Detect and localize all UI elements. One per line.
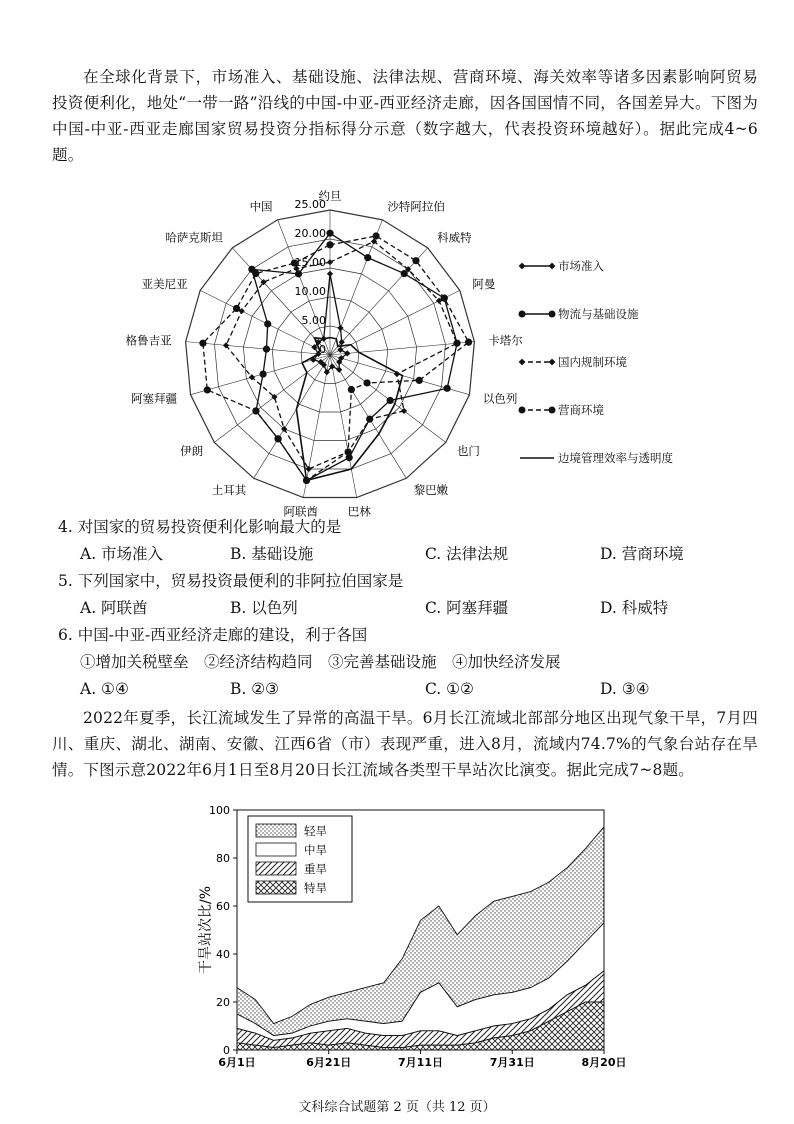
radar-country-label: 土耳其	[211, 483, 247, 498]
radar-country-label: 科威特	[437, 230, 472, 245]
radar-series-marker	[274, 435, 281, 442]
drought-legend	[248, 816, 352, 902]
question-6-option-d[interactable]: D. ③④	[600, 680, 650, 698]
drought-ytick-label: 40	[216, 948, 230, 961]
radar-series-marker	[327, 271, 333, 277]
radar-country-label: 沙特阿拉伯	[387, 199, 445, 214]
radar-series-marker	[345, 448, 352, 455]
radar-country-label: 也门	[456, 443, 480, 458]
radar-legend-label: 边境管理效率与透明度	[558, 451, 673, 465]
radar-legend-swatch	[518, 351, 556, 373]
drought-ylabel: 干旱站次比/%	[198, 885, 214, 975]
radar-tick-label: 20.00	[294, 227, 326, 240]
radar-series-marker	[387, 397, 394, 404]
radar-series-marker	[336, 367, 342, 373]
radar-series-marker	[337, 325, 343, 331]
radar-tick-label: 5.00	[301, 314, 326, 327]
radar-series-marker	[412, 257, 419, 264]
radar-legend-label: 市场准入	[558, 259, 604, 273]
radar-legend-item	[518, 447, 758, 469]
radar-series-line	[226, 241, 457, 469]
radar-legend-label: 国内规制环境	[558, 355, 627, 369]
radar-series-marker	[263, 346, 270, 353]
drought-legend-swatch	[256, 881, 296, 894]
radar-series-marker	[259, 370, 266, 377]
radar-legend-item	[518, 399, 758, 421]
question-4-option-a[interactable]: A. 市场准入	[80, 545, 164, 563]
drought-xtick-label: 7月11日	[398, 1056, 443, 1069]
question-6-option-c[interactable]: C. ①②	[425, 680, 474, 698]
radar-series-marker	[337, 347, 343, 353]
radar-country-label: 亚美尼亚	[141, 277, 188, 292]
radar-country-label: 哈萨克斯坦	[165, 230, 223, 245]
drought-ytick-label: 20	[216, 996, 230, 1009]
radar-series-marker	[416, 377, 423, 384]
radar-series-marker	[204, 386, 211, 393]
radar-series-marker	[441, 295, 448, 302]
question-4-option-d[interactable]: D. 营商环境	[600, 545, 684, 563]
radar-series-marker	[444, 385, 451, 392]
question-4-stem: 4. 对国家的贸易投资便利化影响最大的是	[58, 518, 342, 536]
drought-legend-swatch	[256, 843, 296, 856]
drought-ytick-label: 100	[209, 804, 230, 817]
radar-spoke	[330, 342, 474, 355]
radar-tick-label: 25.00	[294, 198, 326, 211]
radar-series-marker	[465, 339, 472, 346]
radar-series-marker	[363, 379, 370, 386]
radar-series-line	[203, 236, 469, 480]
radar-legend-item	[518, 255, 758, 277]
radar-country-label: 中国	[249, 199, 273, 214]
radar-spoke	[186, 342, 330, 355]
radar-series-marker	[306, 466, 312, 472]
radar-country-label: 格鲁吉亚	[125, 333, 172, 348]
radar-series-marker	[326, 230, 333, 237]
radar-spoke	[214, 355, 330, 442]
drought-xtick-label: 7月31日	[489, 1056, 535, 1069]
question-6-items: ①增加关税壁垒 ②经济结构趋同 ③完善基础设施 ④加快经济发展	[80, 653, 561, 671]
radar-tick-label: 0	[319, 343, 326, 356]
radar-legend-item	[518, 303, 758, 325]
radar-country-label: 阿曼	[472, 277, 496, 292]
intro-paragraph-2: 2022年夏季，长江流域发生了异常的高温干旱。6月长江流域北部部分地区出现气象干旱，7月四川、重庆、湖北、湖南、安徽、江西6省（市）表现严重，进入8月，流域内74.7%的气象台站存在旱情。下图示意2022年6月1日至8月20日长江流域各类型干旱站次比演变。据此完成7~8题。	[52, 709, 758, 779]
question-4-options	[80, 543, 760, 565]
radar-series-marker	[372, 232, 379, 239]
question-6-options	[80, 678, 760, 700]
drought-legend-label: 重旱	[304, 862, 327, 876]
question-5-option-d[interactable]: D. 科威特	[600, 599, 669, 617]
question-5-option-a[interactable]: A. 阿联酋	[80, 599, 148, 617]
question-5-option-b[interactable]: B. 以色列	[230, 599, 298, 617]
drought-ytick-label: 80	[216, 852, 230, 865]
radar-series-marker	[364, 254, 371, 261]
drought-legend-label: 轻旱	[304, 824, 327, 838]
radar-series-marker	[348, 386, 355, 393]
drought-legend-label: 特旱	[304, 881, 327, 895]
radar-series-marker	[295, 270, 302, 277]
radar-series-marker	[199, 340, 206, 347]
radar-series-marker	[252, 407, 259, 414]
radar-country-label: 约旦	[318, 189, 342, 203]
drought-legend-label: 中旱	[304, 843, 327, 857]
radar-country-label: 黎巴嫩	[413, 483, 449, 498]
radar-series-marker	[326, 241, 333, 248]
drought-chart	[0, 798, 794, 1078]
question-4-option-c[interactable]: C. 法律法规	[425, 545, 509, 563]
question-6-stem: 6. 中国-中亚-西亚经济走廊的建设，利于各国	[58, 626, 368, 644]
drought-ytick-label: 60	[216, 900, 230, 913]
radar-spoke	[330, 248, 428, 355]
radar-country-label: 以色列	[482, 391, 518, 406]
drought-xtick-label: 6月21日	[306, 1056, 352, 1069]
question-6-option-b[interactable]: B. ②③	[230, 680, 280, 698]
drought-legend-swatch	[256, 862, 296, 875]
radar-country-label: 阿联酋	[283, 504, 319, 519]
page-footer: 文科综合试题第 2 页（共 12 页）	[298, 1100, 496, 1115]
question-4-option-b[interactable]: B. 基础设施	[230, 545, 314, 563]
radar-country-label: 巴林	[347, 504, 371, 519]
radar-grid	[186, 210, 475, 498]
radar-legend-swatch	[518, 303, 556, 325]
question-5-option-c[interactable]: C. 阿塞拜疆	[425, 599, 509, 617]
radar-series-marker	[264, 320, 271, 327]
radar-series-marker	[327, 259, 333, 265]
radar-series-marker	[401, 408, 407, 414]
radar-legend-item	[518, 351, 758, 373]
drought-xtick-label: 6月1日	[218, 1056, 256, 1069]
drought-xtick-label: 8月20日	[581, 1056, 627, 1069]
radar-country-label: 卡塔尔	[488, 333, 523, 348]
drought-ytick-label: 0	[223, 1044, 230, 1057]
radar-country-label: 阿塞拜疆	[131, 391, 178, 406]
radar-tick-label: 15.00	[294, 256, 326, 269]
drought-legend-swatch	[256, 824, 296, 837]
radar-legend-label: 营商环境	[558, 403, 604, 417]
radar-tick-label: 10.00	[294, 285, 326, 298]
question-6-option-a[interactable]: A. ①④	[80, 680, 129, 698]
intro-paragraph-1: 在全球化背景下，市场准入、基础设施、法律法规、营商环境、海关效率等诸多因素影响阿贸易投资便利化，地处“一带一路”沿线的中国-中亚-西亚经济走廊，因各国国情不同，各国差异大。下图为中国-中亚-西亚走廊国家贸易投资分指标得分示意（数字越大，代表投资环境越好）。据此完成4~6题。	[52, 68, 758, 164]
radar-country-label: 伊朗	[180, 443, 204, 458]
radar-legend-label: 物流与基础设施	[558, 307, 639, 321]
question-5-stem: 5. 下列国家中，贸易投资最便利的非阿拉伯国家是	[58, 572, 404, 590]
radar-legend-swatch	[518, 255, 556, 277]
radar-series-marker	[233, 305, 240, 312]
radar-legend-swatch	[518, 399, 556, 421]
radar-series-marker	[252, 270, 259, 277]
radar-series-marker	[401, 270, 408, 277]
radar-legend-swatch	[518, 447, 556, 469]
question-5-options	[80, 597, 760, 619]
